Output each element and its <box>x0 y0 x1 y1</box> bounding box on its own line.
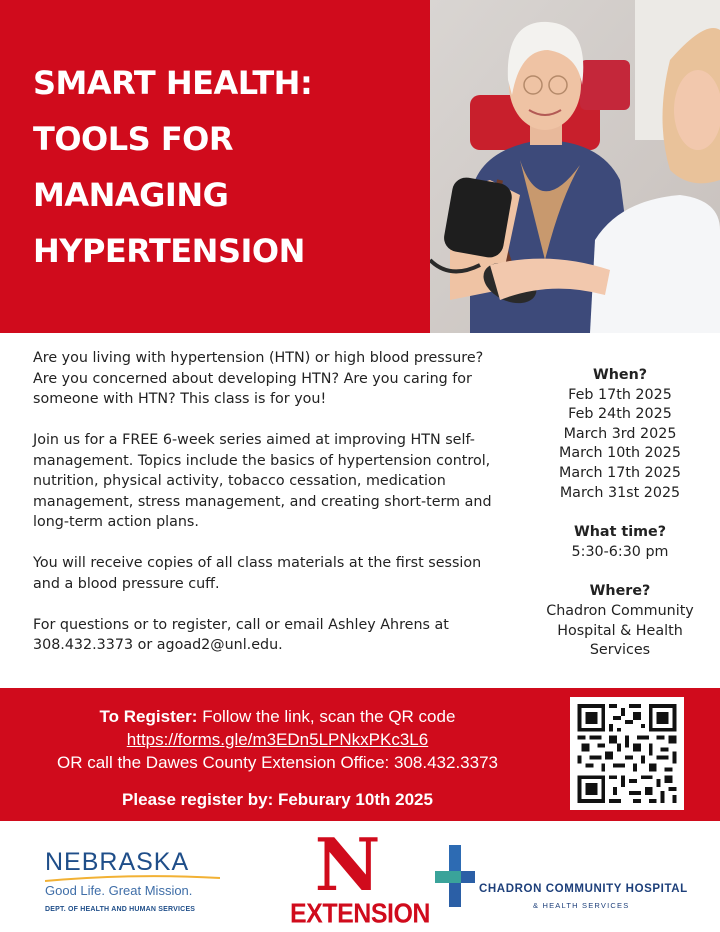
event-details <box>515 366 720 661</box>
register-instructions <box>0 705 555 774</box>
chadron-subtitle: & HEALTH SERVICES <box>533 901 630 910</box>
date-item: March 3rd 2025 <box>563 425 677 442</box>
qr-code-icon[interactable] <box>570 697 684 810</box>
chadron-name: CHADRON COMMUNITY HOSPITAL <box>479 883 688 895</box>
where-line: Hospital & Health <box>557 622 683 639</box>
date-item: Feb 24th 2025 <box>568 406 672 423</box>
where-heading: Where? <box>589 583 651 600</box>
register-instruction-text: Follow the link, scan the QR code <box>197 707 456 726</box>
date-item: March 17th 2025 <box>559 464 681 481</box>
extension-letter: N <box>314 830 381 896</box>
dhhs-tagline: Good Life. Great Mission. <box>45 883 193 898</box>
where-line: Services <box>589 642 651 659</box>
blood-pressure-photo-illustration <box>430 0 720 333</box>
nebraska-n-icon <box>290 830 405 896</box>
dhhs-swoosh-icon <box>45 875 220 883</box>
hero-photo <box>430 0 720 333</box>
time-heading: What time? <box>573 524 667 541</box>
date-item: March 31st 2025 <box>559 484 681 501</box>
hero-title-panel <box>0 0 430 333</box>
call-line: OR call the Dawes County Extension Office: 308.432.3373 <box>57 753 498 772</box>
date-item: Feb 17th 2025 <box>568 386 672 403</box>
when-heading: When? <box>592 367 648 383</box>
register-deadline: Please register by: Feburary 10th 2025 <box>122 790 433 809</box>
registration-link[interactable]: https://forms.gle/m3EDn5LPNkxPKc3L6 <box>126 730 429 749</box>
qr-code-graphic <box>577 704 677 803</box>
series-paragraph: Join us for a FREE 6-week series aimed at improving HTN self-management. Topics include the basics of hypertension control, nutrition, physical activity, tobacco cessation, medication management, stress management, and creating short-term and long-term action plans. <box>33 432 492 530</box>
description-section <box>33 348 503 676</box>
intro-paragraph: Are you living with hypertension (HTN) or high blood pressure? Are you concerned about developing HTN? Are you caring for someone with HTN? This class is for you! <box>33 350 484 407</box>
dhhs-wordmark: NEBRASKA <box>45 848 190 876</box>
page-title: SMART HEALTH: TOOLS FOR MANAGING HYPERTENSION <box>33 64 313 270</box>
date-item: March 10th 2025 <box>559 445 681 462</box>
where-line: Chadron Community <box>546 602 694 619</box>
dhhs-department: DEPT. OF HEALTH AND HUMAN SERVICES <box>45 906 196 913</box>
nebraska-dhhs-logo <box>45 848 220 928</box>
hero-banner <box>0 0 720 333</box>
register-label: To Register: <box>99 707 198 726</box>
chadron-hospital-logo <box>433 843 720 923</box>
chadron-cross-icon <box>435 845 477 907</box>
materials-paragraph: You will receive copies of all class materials at the first session and a blood pressure cuff. <box>33 555 482 592</box>
nebraska-extension-logo <box>290 830 430 930</box>
extension-wordmark: EXTENSION <box>290 898 430 930</box>
contact-paragraph: For questions or to register, call or email Ashley Ahrens at 308.432.3373 or agoad2@unl.edu. <box>33 616 449 653</box>
time-value: 5:30-6:30 pm <box>571 543 669 560</box>
